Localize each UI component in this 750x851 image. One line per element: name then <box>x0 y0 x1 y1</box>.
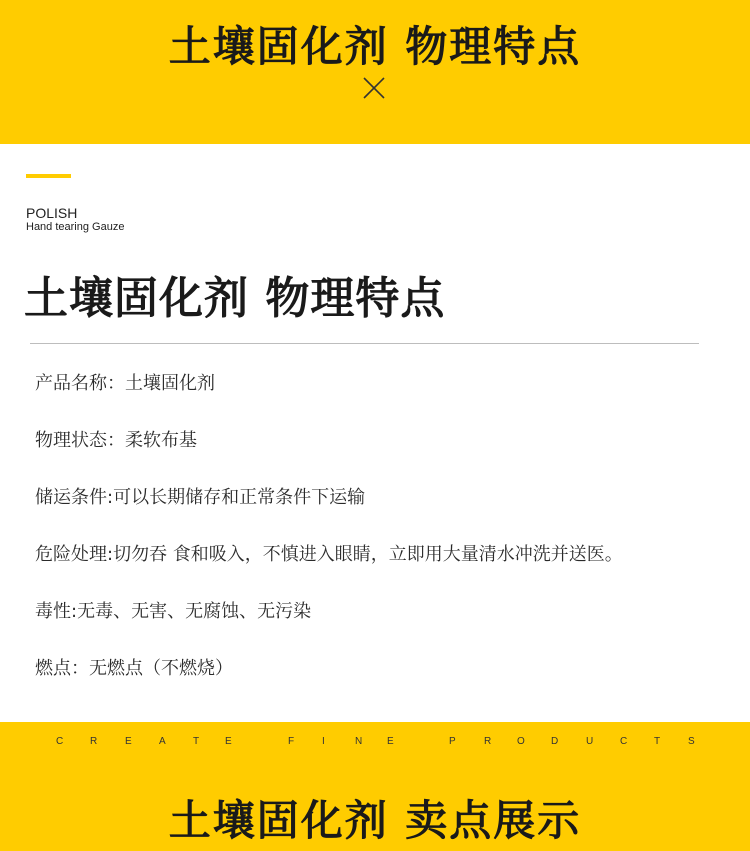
slogan-letter: A <box>159 736 166 747</box>
accent-bar <box>26 174 71 178</box>
slogan-letter: E <box>125 736 132 747</box>
section-title: 土壤固化剂 物理特点 <box>24 273 446 324</box>
slogan-letter: C <box>620 736 628 747</box>
slogan-letter: T <box>193 736 200 747</box>
slogan-letter: D <box>551 736 559 747</box>
slogan <box>0 736 750 750</box>
section-en-title: POLISH <box>26 205 78 221</box>
close-icon <box>362 76 386 100</box>
slogan-letter: E <box>387 736 394 747</box>
header-title: 土壤固化剂 物理特点 <box>168 22 582 71</box>
section-en-subtitle: Hand tearing Gauze <box>26 221 125 233</box>
spec-list <box>35 372 623 714</box>
divider <box>30 343 699 344</box>
slogan-letter: I <box>322 736 325 747</box>
spec-item-hazard: 危险处理:切勿吞 食和吸入，不慎进入眼睛，立即用大量清水冲洗并送医。 <box>35 544 623 565</box>
footer-title: 土壤固化剂 卖点展示 <box>168 796 582 845</box>
slogan-letter: R <box>484 736 492 747</box>
slogan-letter: F <box>288 736 295 747</box>
slogan-letter: R <box>90 736 98 747</box>
spec-item-ignition: 燃点：无燃点（不燃烧） <box>35 658 233 679</box>
slogan-letter: C <box>56 736 64 747</box>
slogan-letter: U <box>586 736 594 747</box>
spec-item-state: 物理状态：柔软布基 <box>35 430 197 451</box>
slogan-letter: E <box>225 736 232 747</box>
slogan-letter: T <box>654 736 661 747</box>
slogan-letter: S <box>688 736 695 747</box>
slogan-letter: P <box>449 736 456 747</box>
spec-item-name: 产品名称：土壤固化剂 <box>35 373 215 394</box>
spec-item-storage: 储运条件:可以长期储存和正常条件下运输 <box>35 487 366 508</box>
slogan-letter: N <box>355 736 363 747</box>
spec-item-toxicity: 毒性:无毒、无害、无腐蚀、无污染 <box>35 601 312 622</box>
slogan-letter: O <box>517 736 525 747</box>
